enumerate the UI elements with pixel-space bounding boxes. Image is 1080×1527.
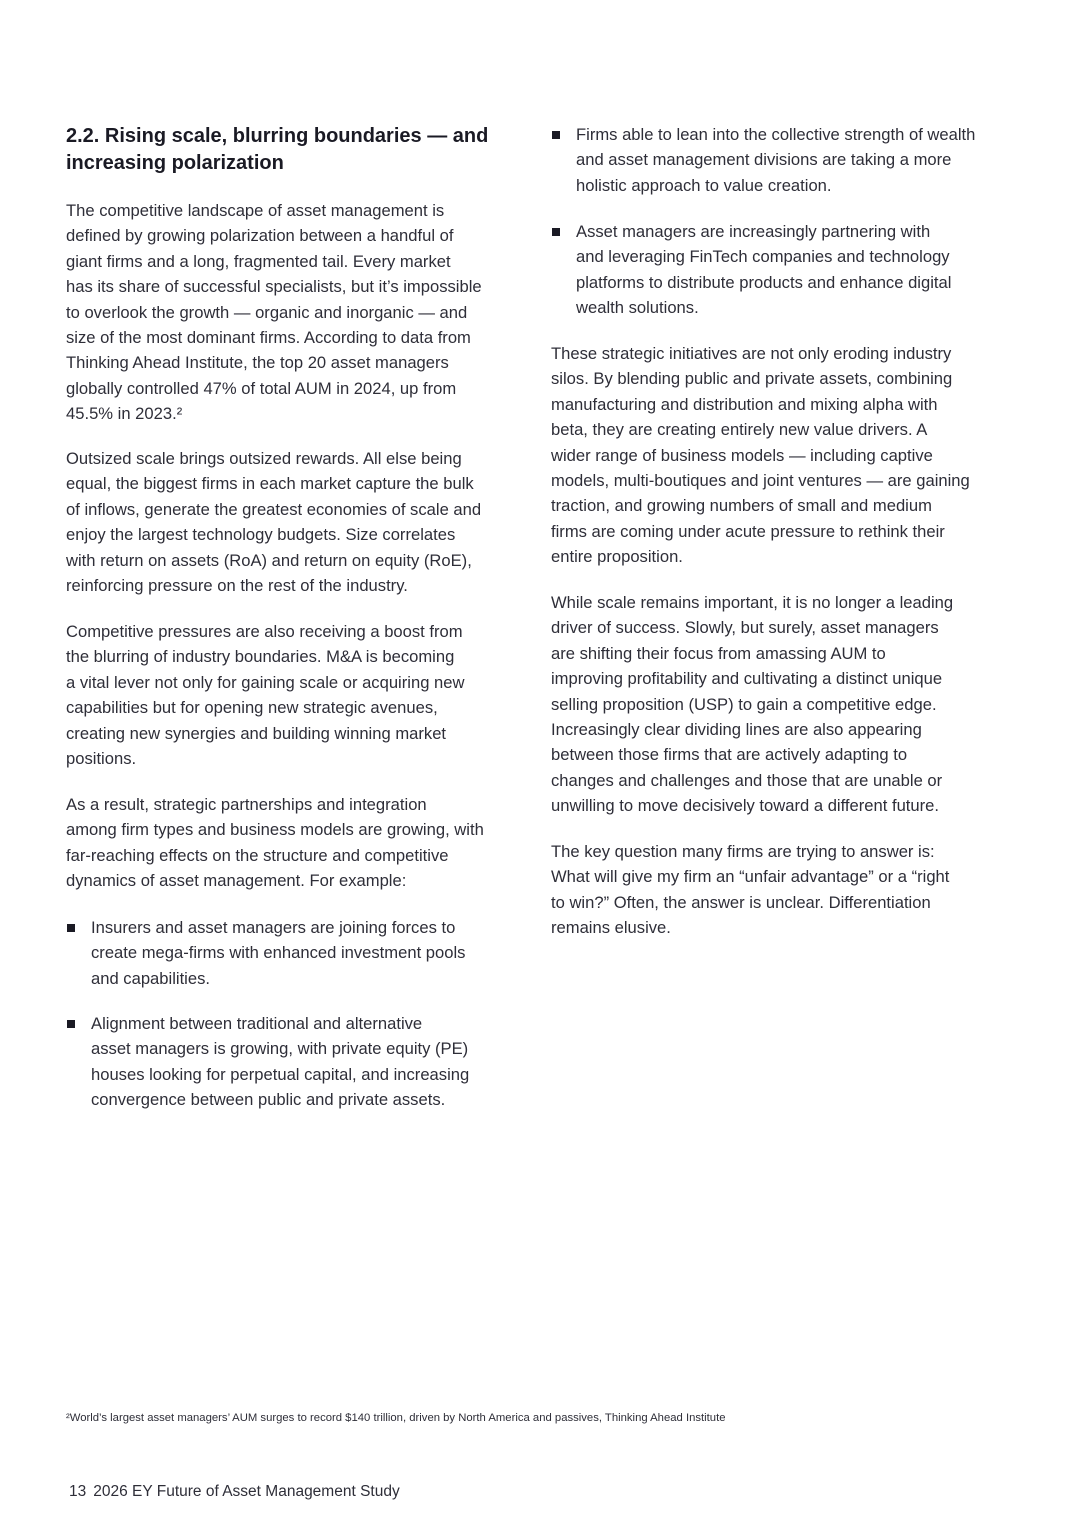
bullet-item [551, 219, 951, 321]
paragraph [66, 619, 464, 771]
text-line: These strategic initiatives are not only eroding industry [551, 344, 952, 363]
text-line: While scale remains important, it is no longer a leading [551, 593, 954, 612]
text-line: among firm types and business models are growing, with [66, 820, 484, 840]
text-line: As a result, strategic partnerships and integration [66, 795, 427, 814]
section-heading [66, 123, 488, 176]
text-line: Outsized scale brings outsized rewards. All else being [66, 449, 462, 468]
text-line: manufacturing and distribution and mixing alpha with [551, 394, 938, 414]
text-line: houses looking for perpetual capital, and increasing [91, 1064, 470, 1084]
page-number: 13 [69, 1483, 87, 1500]
text-line: The competitive landscape of asset management is [66, 201, 445, 220]
text-line: Thinking Ahead Institute, the top 20 asset managers [66, 353, 449, 373]
text-line: between those firms that are actively adapting to [551, 745, 908, 765]
text-line: with return on assets (RoA) and return on equity (RoE), [66, 550, 472, 570]
text-line: create mega-firms with enhanced investment pools [91, 943, 466, 963]
text-line: entire proposition. [551, 547, 683, 567]
text-line: What will give my firm an “unfair advantage” or a “right [551, 867, 950, 887]
text-line: remains elusive. [551, 918, 671, 938]
text-line: defined by growing polarization between a handful of [66, 226, 454, 246]
text-line: creating new synergies and building winning market [66, 723, 447, 743]
text-line: size of the most dominant firms. According to data from [66, 328, 471, 348]
text-line: models, multi-boutiques and joint ventures — are gaining [551, 471, 970, 491]
text-line: to win?” Often, the answer is unclear. Differentiation [551, 892, 931, 912]
heading-line: 2.2. Rising scale, blurring boundaries — and [66, 125, 489, 147]
paragraph [66, 198, 482, 427]
text-line: Competitive pressures are also receiving a boost from [66, 622, 463, 641]
text-line: platforms to distribute products and enhance digital [576, 272, 952, 292]
publication-title: 2026 EY Future of Asset Management Study [93, 1483, 400, 1500]
page-footer [69, 1483, 407, 1501]
text-line: and leveraging FinTech companies and technology [576, 247, 950, 267]
text-line: and asset management divisions are taking a more [576, 150, 952, 170]
text-line: dynamics of asset management. For example: [66, 871, 407, 891]
text-line: The key question many firms are trying to answer is: [551, 842, 935, 861]
text-line: improving profitability and cultivating a distinct unique [551, 669, 943, 689]
text-line: to overlook the growth — organic and inorganic — and [66, 302, 468, 322]
text-line: and capabilities. [91, 968, 211, 988]
text-line: a vital lever not only for gaining scale or acquiring new [66, 672, 465, 692]
text-line: driver of success. Slowly, but surely, asset managers [551, 618, 939, 638]
text-line: Asset managers are increasingly partnering with [576, 222, 931, 241]
text-line: far-reaching effects on the structure and competitive [66, 845, 449, 865]
text-line: wider range of business models — including captive [551, 445, 933, 465]
text-line: traction, and growing numbers of small and medium [551, 496, 932, 516]
text-line: has its share of successful specialists, but it’s impossible [66, 277, 482, 297]
paragraph [551, 341, 970, 570]
text-line: the blurring of industry boundaries. M&A is becoming [66, 647, 455, 667]
text-line: Increasingly clear dividing lines are also appearing [551, 720, 922, 740]
paragraph [66, 446, 481, 598]
text-line: selling proposition (USP) to gain a competitive edge. [551, 694, 937, 714]
text-line: wealth solutions. [576, 298, 699, 318]
bullet-item [66, 1011, 469, 1113]
text-line: beta, they are creating entirely new value drivers. A [551, 420, 928, 440]
text-line: Alignment between traditional and alternative [91, 1014, 423, 1033]
text-line: are shifting their focus from amassing AUM to [551, 643, 886, 663]
bullet-square-icon [67, 1020, 75, 1028]
text-line: silos. By blending public and private assets, combining [551, 369, 953, 389]
text-line: giant firms and a long, fragmented tail. Every market [66, 251, 451, 271]
text-line: equal, the biggest firms in each market capture the bulk [66, 474, 474, 494]
text-line: globally controlled 47% of total AUM in 2024, up from [66, 378, 457, 398]
bullet-square-icon [552, 228, 560, 236]
text-line: asset managers is growing, with private equity (PE) [91, 1039, 469, 1059]
paragraph [551, 590, 953, 819]
text-line: of inflows, generate the greatest economies of scale and [66, 499, 482, 519]
bullet-item [66, 915, 465, 991]
text-line: 45.5% in 2023.² [66, 404, 183, 424]
text-line: reinforcing pressure on the rest of the industry. [66, 576, 408, 596]
text-line: changes and challenges and those that are unable or [551, 770, 943, 790]
text-line: Firms able to lean into the collective strength of wealth [576, 125, 976, 144]
paragraph [66, 792, 484, 894]
footnote: ²World’s largest asset managers’ AUM surges to record $140 trillion, driven by North America and passives, Thinking Ahead Institute [66, 1412, 726, 1424]
bullet-item [551, 122, 975, 198]
text-line: firms are coming under acute pressure to rethink their [551, 521, 945, 541]
text-line: unwilling to move decisively toward a different future. [551, 796, 940, 816]
bullet-square-icon [67, 924, 75, 932]
text-line: capabilities but for opening new strategic avenues, [66, 698, 438, 718]
heading-line: increasing polarization [66, 151, 284, 174]
text-line: enjoy the largest technology budgets. Size correlates [66, 525, 456, 545]
text-line: convergence between public and private assets. [91, 1090, 446, 1110]
text-line: Insurers and asset managers are joining forces to [91, 918, 456, 937]
text-line: positions. [66, 749, 137, 769]
paragraph [551, 839, 949, 941]
bullet-square-icon [552, 131, 560, 139]
text-line: holistic approach to value creation. [576, 175, 832, 195]
